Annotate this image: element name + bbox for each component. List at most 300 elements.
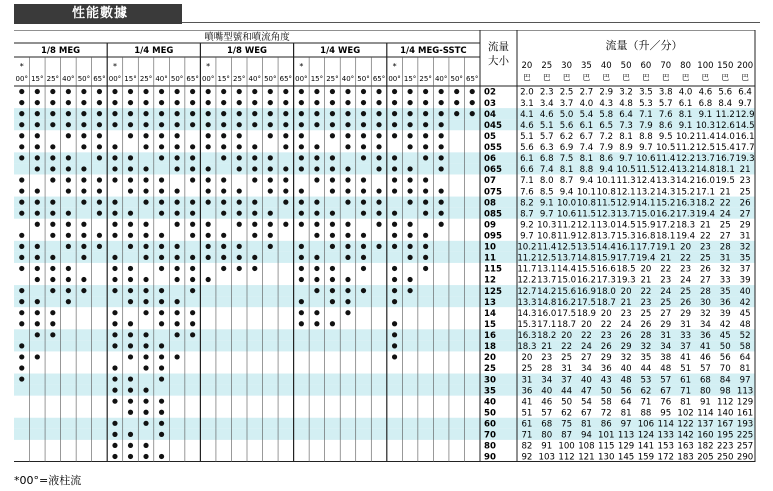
flow-value: 4.8 bbox=[619, 98, 633, 109]
availability-dot bbox=[206, 166, 211, 171]
availability-dot bbox=[330, 299, 335, 304]
flow-value: 22 bbox=[699, 231, 711, 242]
flow-value: 257 bbox=[736, 441, 754, 452]
flow-value: 140 bbox=[717, 408, 734, 419]
flow-value: 4.3 bbox=[599, 98, 614, 109]
availability-dot bbox=[252, 222, 257, 227]
flow-value: 81 bbox=[680, 397, 692, 408]
flow-value: 86 bbox=[600, 419, 612, 430]
flow-value: 16.8 bbox=[636, 231, 656, 242]
availability-dot bbox=[330, 166, 335, 171]
availability-dot bbox=[66, 133, 71, 138]
availability-dot bbox=[128, 100, 133, 105]
availability-dot bbox=[97, 111, 102, 116]
availability-dot bbox=[423, 233, 428, 238]
flow-value: 17.1 bbox=[537, 319, 557, 330]
availability-dot bbox=[159, 365, 164, 370]
availability-dot bbox=[97, 200, 102, 205]
availability-dot bbox=[345, 144, 350, 149]
availability-dot bbox=[66, 211, 71, 216]
flow-value: 10.1 bbox=[596, 176, 616, 187]
angle-label: 65° bbox=[93, 75, 106, 83]
flow-value: 23 bbox=[739, 176, 751, 187]
availability-dot bbox=[345, 288, 350, 293]
flow-value: 23 bbox=[660, 275, 672, 286]
availability-dot bbox=[50, 122, 55, 127]
flow-value: 14.8 bbox=[695, 165, 715, 176]
availability-dot bbox=[314, 155, 319, 160]
flow-value: 122 bbox=[677, 419, 694, 430]
flow-header: 流量（升／分） bbox=[605, 39, 683, 52]
availability-dot bbox=[361, 89, 366, 94]
availability-dot bbox=[299, 111, 304, 116]
angle-label: 65° bbox=[279, 75, 293, 83]
flow-value: 12.3 bbox=[596, 209, 616, 220]
flow-value: 8.6 bbox=[658, 120, 673, 131]
availability-dot bbox=[159, 343, 164, 348]
availability-dot bbox=[268, 166, 273, 171]
availability-dot bbox=[50, 155, 55, 160]
flow-value: 14.3 bbox=[517, 308, 537, 319]
flow-value: 12.9 bbox=[616, 198, 636, 209]
availability-dot bbox=[283, 144, 288, 149]
flow-value: 21 bbox=[739, 165, 751, 176]
flow-value: 22 bbox=[580, 331, 592, 342]
flow-value: 16.7 bbox=[715, 154, 735, 165]
flow-value: 56 bbox=[719, 353, 731, 364]
availability-dot bbox=[423, 100, 428, 105]
availability-dot bbox=[345, 244, 350, 249]
flow-value: 163 bbox=[677, 441, 694, 452]
flow-value: 20 bbox=[561, 331, 573, 342]
flow-value: 20 bbox=[521, 353, 533, 364]
flow-value: 4.0 bbox=[678, 87, 693, 98]
pressure-unit: 巴 bbox=[582, 73, 591, 82]
flow-value: 4.6 bbox=[539, 109, 554, 120]
flow-value: 13.0 bbox=[596, 220, 616, 231]
flow-value: 34 bbox=[541, 375, 553, 386]
availability-dot bbox=[159, 410, 164, 415]
availability-dot bbox=[19, 266, 24, 271]
size-code: 07 bbox=[484, 176, 496, 187]
flow-value: 29 bbox=[739, 220, 751, 231]
flow-value: 4.6 bbox=[520, 120, 534, 131]
flow-value: 31 bbox=[561, 364, 573, 375]
availability-dot bbox=[50, 332, 55, 337]
availability-dot bbox=[19, 155, 24, 160]
availability-dot bbox=[97, 100, 102, 105]
flow-value: 14.1 bbox=[636, 198, 656, 209]
availability-dot bbox=[439, 188, 444, 193]
flow-value: 29 bbox=[620, 342, 632, 353]
availability-dot bbox=[112, 399, 117, 404]
flow-value: 7.4 bbox=[579, 143, 594, 154]
availability-dot bbox=[392, 155, 397, 160]
flow-value: 22 bbox=[660, 264, 672, 275]
flow-value: 64 bbox=[620, 397, 632, 408]
availability-dot bbox=[392, 166, 397, 171]
availability-dot bbox=[206, 111, 211, 116]
pressure-label: 40 bbox=[600, 61, 612, 71]
availability-dot bbox=[330, 222, 335, 227]
availability-dot bbox=[330, 233, 335, 238]
availability-dot bbox=[423, 155, 428, 160]
flow-value: 15.4 bbox=[715, 143, 735, 154]
availability-dot bbox=[97, 177, 102, 182]
availability-dot bbox=[361, 255, 366, 260]
availability-dot bbox=[299, 155, 304, 160]
availability-dot bbox=[143, 166, 148, 171]
group-label: 1/4 MEG-SSTC bbox=[400, 46, 467, 56]
flow-value: 9.1 bbox=[698, 109, 713, 120]
flow-value: 12.2 bbox=[517, 275, 537, 286]
availability-dot bbox=[299, 211, 304, 216]
flow-value: 64 bbox=[739, 353, 751, 364]
flow-value: 101 bbox=[598, 430, 615, 441]
flow-value: 48 bbox=[739, 319, 751, 330]
availability-dot bbox=[143, 421, 148, 426]
flow-value: 25 bbox=[640, 308, 652, 319]
flow-value: 15.2 bbox=[676, 187, 696, 198]
flow-value: 67 bbox=[660, 386, 672, 397]
availability-dot bbox=[314, 255, 319, 260]
availability-dot bbox=[50, 166, 55, 171]
flow-value: 40 bbox=[620, 364, 632, 375]
availability-dot bbox=[392, 177, 397, 182]
flow-value: 16.0 bbox=[695, 176, 715, 187]
availability-dot bbox=[330, 100, 335, 105]
flow-value: 10.5 bbox=[616, 165, 636, 176]
flow-value: 46 bbox=[699, 353, 711, 364]
availability-dot bbox=[175, 188, 180, 193]
angle-label: 40° bbox=[62, 75, 75, 83]
availability-dot bbox=[50, 111, 55, 116]
availability-dot bbox=[470, 100, 475, 105]
angle-label: 50° bbox=[170, 75, 184, 83]
availability-dot bbox=[439, 166, 444, 171]
availability-dot bbox=[112, 111, 117, 116]
pressure-unit: 巴 bbox=[523, 73, 531, 82]
availability-dot bbox=[268, 133, 273, 138]
availability-dot bbox=[190, 89, 195, 94]
availability-dot bbox=[81, 144, 86, 149]
pressure-unit: 巴 bbox=[622, 73, 630, 82]
availability-dot bbox=[237, 89, 242, 94]
flow-value: 95 bbox=[660, 408, 672, 419]
availability-dot bbox=[330, 133, 335, 138]
availability-dot bbox=[299, 188, 304, 193]
availability-dot bbox=[35, 299, 40, 304]
flow-value: 26 bbox=[600, 342, 612, 353]
flow-value: 172 bbox=[657, 452, 674, 462]
availability-dot bbox=[175, 155, 180, 160]
availability-dot bbox=[143, 288, 148, 293]
flow-value: 40 bbox=[580, 375, 592, 386]
flow-value: 8.1 bbox=[619, 131, 633, 142]
flow-value: 98 bbox=[719, 386, 731, 397]
availability-dot bbox=[143, 233, 148, 238]
availability-dot bbox=[19, 133, 24, 138]
flow-value: 20 bbox=[600, 308, 612, 319]
flow-value: 25 bbox=[521, 364, 533, 375]
flow-value: 41 bbox=[680, 353, 692, 364]
flow-value: 145 bbox=[617, 452, 635, 462]
flow-value: 7.2 bbox=[599, 131, 614, 142]
size-code: 13 bbox=[484, 297, 496, 308]
availability-dot bbox=[159, 188, 164, 193]
flow-value: 15.6 bbox=[557, 286, 577, 297]
availability-dot bbox=[392, 222, 397, 227]
availability-dot bbox=[112, 266, 117, 271]
availability-dot bbox=[237, 211, 242, 216]
availability-dot bbox=[206, 255, 211, 260]
flow-value: 21 bbox=[699, 220, 711, 231]
angle-marker: * bbox=[299, 62, 304, 71]
flow-value: 39 bbox=[719, 308, 731, 319]
flow-value: 8.8 bbox=[579, 165, 594, 176]
availability-dot bbox=[35, 211, 40, 216]
flow-value: 31 bbox=[719, 253, 731, 264]
availability-dot bbox=[423, 133, 428, 138]
flow-value: 11.5 bbox=[596, 198, 616, 209]
pressure-unit: 巴 bbox=[662, 73, 670, 82]
flow-value: 17.3 bbox=[676, 209, 696, 220]
availability-dot bbox=[128, 343, 133, 348]
flow-value: 15.9 bbox=[596, 253, 616, 264]
availability-dot bbox=[252, 89, 257, 94]
availability-dot bbox=[190, 211, 195, 216]
availability-dot bbox=[408, 89, 413, 94]
availability-dot bbox=[128, 376, 133, 381]
availability-dot bbox=[299, 89, 304, 94]
availability-dot bbox=[330, 89, 335, 94]
size-header: 流量 bbox=[488, 41, 509, 53]
flow-value: 12.5 bbox=[695, 143, 715, 154]
flow-value: 23 bbox=[541, 353, 553, 364]
availability-dot bbox=[423, 111, 428, 116]
flow-value: 5.7 bbox=[658, 98, 673, 109]
pressure-label: 60 bbox=[640, 61, 652, 71]
availability-dot bbox=[299, 100, 304, 105]
availability-dot bbox=[159, 89, 164, 94]
availability-dot bbox=[439, 89, 444, 94]
availability-dot bbox=[268, 177, 273, 182]
availability-dot bbox=[50, 144, 55, 149]
size-code: 085 bbox=[484, 209, 502, 220]
flow-value: 11.3 bbox=[616, 176, 636, 187]
availability-dot bbox=[423, 177, 428, 182]
flow-value: 88 bbox=[640, 408, 652, 419]
availability-dot bbox=[392, 233, 397, 238]
availability-dot bbox=[408, 255, 413, 260]
availability-dot bbox=[50, 310, 55, 315]
availability-dot bbox=[190, 222, 195, 227]
flow-value: 46 bbox=[541, 397, 553, 408]
availability-dot bbox=[299, 244, 304, 249]
flow-value: 12.5 bbox=[557, 242, 577, 253]
availability-dot bbox=[143, 111, 148, 116]
flow-value: 3.5 bbox=[639, 87, 653, 98]
availability-dot bbox=[299, 277, 304, 282]
group-label: 1/8 MEG bbox=[41, 46, 81, 56]
availability-dot bbox=[408, 200, 413, 205]
availability-dot bbox=[50, 277, 55, 282]
availability-dot bbox=[19, 343, 24, 348]
availability-dot bbox=[175, 321, 180, 326]
flow-value: 5.1 bbox=[539, 120, 554, 131]
flow-value: 10.2 bbox=[517, 242, 537, 253]
availability-dot bbox=[206, 277, 211, 282]
flow-value: 14.0 bbox=[715, 131, 735, 142]
flow-value: 47 bbox=[580, 386, 592, 397]
availability-dot bbox=[159, 454, 164, 459]
size-code: 14 bbox=[484, 308, 496, 319]
availability-dot bbox=[376, 188, 381, 193]
availability-dot bbox=[454, 111, 459, 116]
availability-dot bbox=[237, 266, 242, 271]
flow-value: 5.1 bbox=[520, 131, 534, 142]
availability-dot bbox=[159, 376, 164, 381]
availability-dot bbox=[190, 288, 195, 293]
availability-dot bbox=[50, 255, 55, 260]
availability-dot bbox=[252, 177, 257, 182]
flow-value: 27 bbox=[580, 353, 592, 364]
flow-value: 160 bbox=[697, 430, 714, 441]
flow-value: 23 bbox=[620, 308, 632, 319]
flow-value: 15.5 bbox=[576, 264, 596, 275]
availability-dot bbox=[112, 144, 117, 149]
availability-dot bbox=[283, 100, 288, 105]
flow-value: 22 bbox=[719, 198, 731, 209]
availability-dot bbox=[345, 222, 350, 227]
availability-dot bbox=[66, 188, 71, 193]
availability-dot bbox=[81, 122, 86, 127]
flow-value: 15.0 bbox=[557, 275, 577, 286]
availability-dot bbox=[35, 332, 40, 337]
availability-dot bbox=[175, 111, 180, 116]
angle-marker: * bbox=[206, 62, 211, 71]
flow-value: 20 bbox=[640, 264, 652, 275]
footnote: *00°=液柱流 bbox=[14, 474, 82, 487]
flow-value: 11.9 bbox=[557, 231, 577, 242]
availability-dot bbox=[345, 133, 350, 138]
availability-dot bbox=[112, 288, 117, 293]
flow-value: 10.8 bbox=[576, 198, 596, 209]
flow-value: 12.4 bbox=[656, 165, 676, 176]
availability-dot bbox=[159, 310, 164, 315]
availability-dot bbox=[361, 144, 366, 149]
flow-value: 14.2 bbox=[676, 176, 696, 187]
availability-dot bbox=[19, 211, 24, 216]
availability-dot bbox=[112, 376, 117, 381]
availability-dot bbox=[128, 133, 133, 138]
flow-value: 137 bbox=[697, 419, 714, 430]
availability-dot bbox=[128, 432, 133, 437]
flow-value: 42 bbox=[719, 319, 731, 330]
availability-dot bbox=[423, 244, 428, 249]
availability-dot bbox=[330, 288, 335, 293]
availability-dot bbox=[19, 376, 24, 381]
flow-value: 6.9 bbox=[559, 143, 574, 154]
availability-dot bbox=[376, 155, 381, 160]
flow-value: 25 bbox=[719, 220, 731, 231]
size-code: 35 bbox=[484, 386, 496, 397]
flow-value: 12.7 bbox=[517, 286, 537, 297]
flow-value: 25 bbox=[561, 353, 573, 364]
flow-value: 19.1 bbox=[656, 242, 676, 253]
availability-dot bbox=[175, 211, 180, 216]
availability-dot bbox=[35, 222, 40, 227]
availability-dot bbox=[35, 200, 40, 205]
flow-value: 159 bbox=[637, 452, 655, 462]
flow-value: 183 bbox=[677, 452, 694, 462]
size-code: 16 bbox=[484, 331, 496, 342]
availability-dot bbox=[268, 100, 273, 105]
availability-dot bbox=[314, 111, 319, 116]
flow-value: 71 bbox=[680, 386, 692, 397]
flow-value: 57 bbox=[699, 364, 711, 375]
availability-dot bbox=[221, 155, 226, 160]
flow-value: 41 bbox=[521, 397, 533, 408]
availability-dot bbox=[314, 233, 319, 238]
flow-value: 15.0 bbox=[636, 209, 656, 220]
flow-value: 31 bbox=[521, 375, 533, 386]
flow-value: 97 bbox=[620, 419, 632, 430]
availability-dot bbox=[35, 111, 40, 116]
flow-value: 31 bbox=[739, 231, 751, 242]
angle-label: 25° bbox=[46, 75, 60, 83]
availability-dot bbox=[175, 244, 180, 249]
availability-dot bbox=[35, 122, 40, 127]
flow-value: 11.5 bbox=[576, 209, 596, 220]
flow-value: 20 bbox=[580, 319, 592, 330]
flow-value: 12.1 bbox=[576, 220, 596, 231]
availability-dot bbox=[423, 89, 428, 94]
availability-dot bbox=[283, 133, 288, 138]
nozzle-header: 噴嘴型號和噴流角度 bbox=[204, 32, 290, 43]
availability-dot bbox=[314, 266, 319, 271]
flow-value: 121 bbox=[578, 452, 595, 462]
availability-dot bbox=[345, 177, 350, 182]
flow-value: 50 bbox=[600, 386, 612, 397]
flow-value: 24 bbox=[580, 342, 592, 353]
availability-dot bbox=[159, 211, 164, 216]
availability-dot bbox=[206, 122, 211, 127]
availability-dot bbox=[128, 399, 133, 404]
flow-value: 16.1 bbox=[616, 242, 636, 253]
flow-value: 94 bbox=[580, 430, 592, 441]
flow-value: 20 bbox=[680, 242, 692, 253]
flow-value: 61 bbox=[680, 375, 692, 386]
flow-value: 34 bbox=[580, 364, 592, 375]
flow-value: 37 bbox=[739, 264, 751, 275]
flow-value: 10.5 bbox=[656, 143, 676, 154]
availability-dot bbox=[268, 188, 273, 193]
size-code: 05 bbox=[484, 131, 496, 142]
availability-dot bbox=[175, 166, 180, 171]
flow-value: 32 bbox=[640, 342, 652, 353]
availability-dot bbox=[283, 188, 288, 193]
flow-value: 22 bbox=[640, 286, 652, 297]
availability-dot bbox=[175, 277, 180, 282]
flow-value: 7.6 bbox=[658, 109, 673, 120]
availability-dot bbox=[237, 122, 242, 127]
flow-value: 17.2 bbox=[656, 220, 676, 231]
availability-dot bbox=[206, 188, 211, 193]
pressure-unit: 巴 bbox=[562, 73, 571, 82]
pressure-unit: 巴 bbox=[681, 73, 690, 82]
flow-value: 57 bbox=[660, 375, 672, 386]
